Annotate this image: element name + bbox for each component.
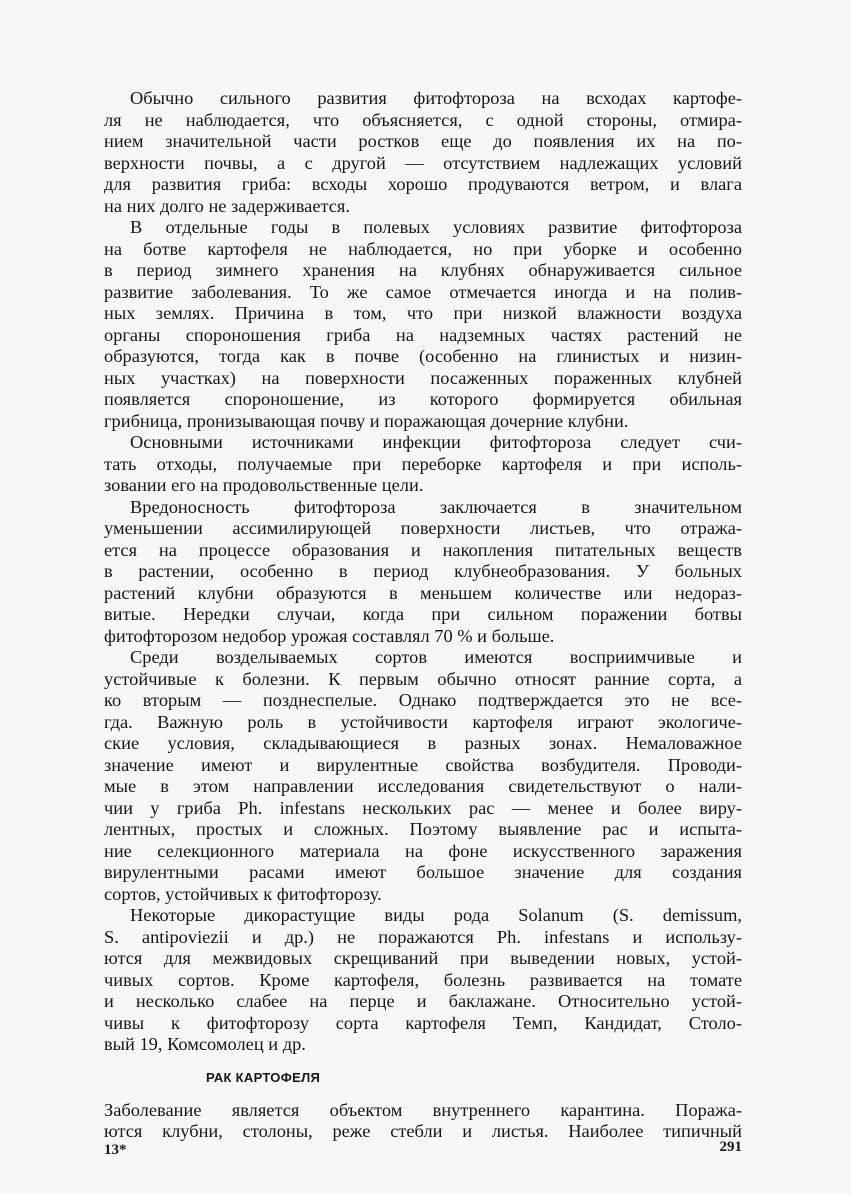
text-line: гда. Важную роль в устойчивости картофеля играют экологиче-	[104, 711, 742, 732]
text-line: для развития гриба: всходы хорошо продуваются ветром, и влага	[104, 174, 742, 194]
text-line: ля не наблюдается, что объясняется, с одной стороны, отмира-	[104, 109, 742, 130]
text-line: в период зимнего хранения на клубнях обнаруживается сильное	[104, 260, 742, 280]
paragraph	[104, 88, 742, 217]
text-line: чивых сортов. Кроме картофеля, болезнь развивается на томате	[104, 969, 742, 990]
text-line: уменьшении ассимилирующей поверхности листьев, что отража-	[104, 518, 742, 538]
text-line: и несколько слабее на перце и баклажане. Относительно устой-	[104, 991, 742, 1011]
page-number: 291	[719, 1139, 742, 1155]
text-line: чивы к фитофторозу сорта картофеля Темп, Кандидат, Столо-	[104, 1012, 742, 1033]
text-line: ко вторым — позднеспелые. Однако подтверждается это не все-	[104, 690, 742, 710]
text-line: ются для межвидовых скрещиваний при выведении новых, устой-	[104, 948, 742, 968]
signature-mark: 13*	[104, 1142, 127, 1158]
text-line: появляется спороношение, из которого формируется обильная	[104, 389, 742, 409]
section-heading: РАК КАРТОФЕЛЯ	[206, 1069, 321, 1085]
text-line: Заболевание является объектом внутреннего карантина. Поража-	[104, 1099, 742, 1120]
paragraph	[104, 497, 742, 648]
text-line: В отдельные годы в полевых условиях развитие фитофтороза	[130, 217, 742, 237]
text-line: на ботве картофеля не наблюдается, но при уборке и особенно	[104, 238, 742, 259]
text-line: Среди возделываемых сортов имеются восприимчивые и	[130, 647, 742, 667]
text-line: вый 19, Комсомолец и др.	[104, 1034, 306, 1054]
text-line: тать отходы, получаемые при переборке картофеля и при исполь-	[104, 453, 742, 474]
text-line: витые. Нередки случаи, когда при сильном поражении ботвы	[104, 604, 742, 624]
text-line: грибница, пронизывающая почву и поражающая дочерние клубни.	[104, 410, 629, 431]
body-text	[104, 88, 742, 1143]
text-line: Основными источниками инфекции фитофтороза следует счи-	[130, 432, 742, 452]
paragraph	[104, 1100, 742, 1143]
text-line: Некоторые дикорастущие виды рода Solanum (S. demissum,	[130, 905, 742, 925]
paragraph	[104, 905, 742, 1056]
text-line: сортов, устойчивых к фитофторозу.	[104, 883, 382, 904]
text-line: верхности почвы, а с другой — отсутствием надлежащих условий	[104, 152, 742, 173]
text-line: ется на процессе образования и накопления питательных веществ	[104, 539, 742, 560]
text-line: Обычно сильного развития фитофтороза на всходах картофе-	[130, 88, 742, 108]
text-line: растений клубни образуются в меньшем количестве или недораз-	[104, 582, 742, 603]
text-line: фитофторозом недобор урожая составлял 70 % и больше.	[104, 625, 555, 646]
text-line: вирулентными расами имеют большое значение для создания	[104, 862, 742, 882]
text-line: образуются, тогда как в почве (особенно на глинистых и низин-	[104, 346, 742, 366]
text-line: ных участках) на поверхности посаженных пораженных клубней	[104, 367, 742, 388]
text-line: ются клубни, столоны, реже стебли и листья. Наиболее типичный	[104, 1121, 742, 1141]
paragraph	[104, 432, 742, 497]
text-line: развитие заболевания. То же самое отмечается иногда и на полив-	[104, 281, 742, 302]
text-line: устойчивые к болезни. К первым обычно относят ранние сорта, а	[104, 668, 742, 689]
text-line: нием значительной части ростков еще до появления их на по-	[104, 131, 742, 151]
text-line: органы спороношения гриба на надземных частях растений не	[104, 324, 742, 345]
text-line: ские условия, складывающиеся в разных зонах. Немаловажное	[104, 733, 742, 753]
text-line: ние селекционного материала на фоне искусственного заражения	[104, 840, 742, 861]
text-line: в растении, особенно в период клубнеобразования. У больных	[104, 561, 742, 581]
text-line: зовании его на продовольственные цели.	[104, 475, 424, 495]
text-line: Вредоносность фитофтороза заключается в значительном	[130, 496, 742, 517]
text-line: на них долго не задерживается.	[104, 195, 350, 216]
text-line: ных землях. Причина в том, что при низкой влажности воздуха	[104, 303, 742, 323]
paragraph	[104, 647, 742, 905]
text-line: лентных, простых и сложных. Поэтому выявление рас и испыта-	[104, 819, 742, 839]
text-line: S. antipoviezii и др.) не поражаются Ph. infestans и использу-	[104, 926, 742, 947]
paragraph	[104, 217, 742, 432]
text-line: мые в этом направлении исследования свидетельствуют о нали-	[104, 776, 742, 796]
text-line: значение имеют и вирулентные свойства возбудителя. Проводи-	[104, 754, 742, 775]
text-line: чии у гриба Ph. infestans нескольких рас — менее и более виру-	[104, 797, 742, 818]
